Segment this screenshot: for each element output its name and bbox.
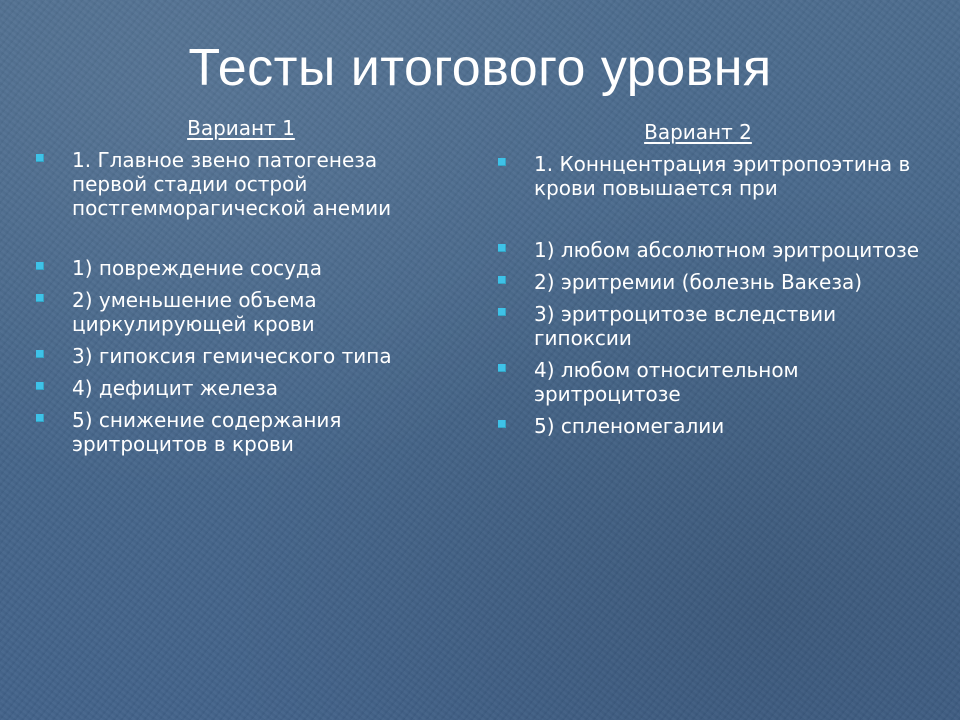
square-bullet-icon [498, 158, 506, 166]
answer-option-text: 1) любом абсолютном эритроцитозе [534, 238, 920, 262]
question-text: 1. Главное звено патогенеза первой стадии острой постгемморагической анемии [72, 148, 392, 220]
variant-2-column [496, 120, 936, 446]
variant-2-list [496, 152, 936, 438]
square-bullet-icon [36, 382, 44, 390]
square-bullet-icon [36, 414, 44, 422]
variant-1-list [34, 148, 454, 456]
answer-option [496, 414, 936, 438]
square-bullet-icon [36, 154, 44, 162]
square-bullet-icon [498, 420, 506, 428]
answer-option-text: 4) дефицит железа [72, 376, 279, 400]
answer-option-text: 2) эритремии (болезнь Вакеза) [534, 270, 863, 294]
answer-option [496, 302, 936, 350]
answer-option-text: 3) гипоксия гемического типа [72, 344, 392, 368]
question-text: 1. Коннцентрация эритропоэтина в крови повышается при [534, 152, 911, 200]
variant-2-heading: Вариант 2 [644, 120, 752, 144]
answer-option [496, 270, 936, 294]
answer-option-text: 5) спленомегалии [534, 414, 725, 438]
answer-option [34, 408, 454, 456]
answer-option [34, 288, 454, 336]
variant-2-question [496, 152, 936, 200]
square-bullet-icon [498, 244, 506, 252]
answer-option [34, 344, 454, 368]
square-bullet-icon [498, 276, 506, 284]
answer-option [34, 376, 454, 400]
answer-option [34, 256, 454, 280]
variant-1-column [34, 116, 454, 464]
answer-option-text: 5) снижение содержания эритроцитов в крови [72, 408, 342, 456]
variant-1-question [34, 148, 454, 220]
square-bullet-icon [498, 364, 506, 372]
square-bullet-icon [36, 262, 44, 270]
answer-option [496, 358, 936, 406]
answer-option-text: 4) любом относительном эритроцитозе [534, 358, 799, 406]
square-bullet-icon [498, 308, 506, 316]
variant-1-heading: Вариант 1 [187, 116, 295, 140]
slide-title: Тесты итогового уровня [188, 39, 772, 97]
answer-option-text: 3) эритроцитозе вследствии гипоксии [534, 302, 837, 350]
square-bullet-icon [36, 350, 44, 358]
answer-option-text: 2) уменьшение объема циркулирующей крови [72, 288, 317, 336]
answer-option-text: 1) повреждение сосуда [72, 256, 323, 280]
square-bullet-icon [36, 294, 44, 302]
answer-option [496, 238, 936, 262]
